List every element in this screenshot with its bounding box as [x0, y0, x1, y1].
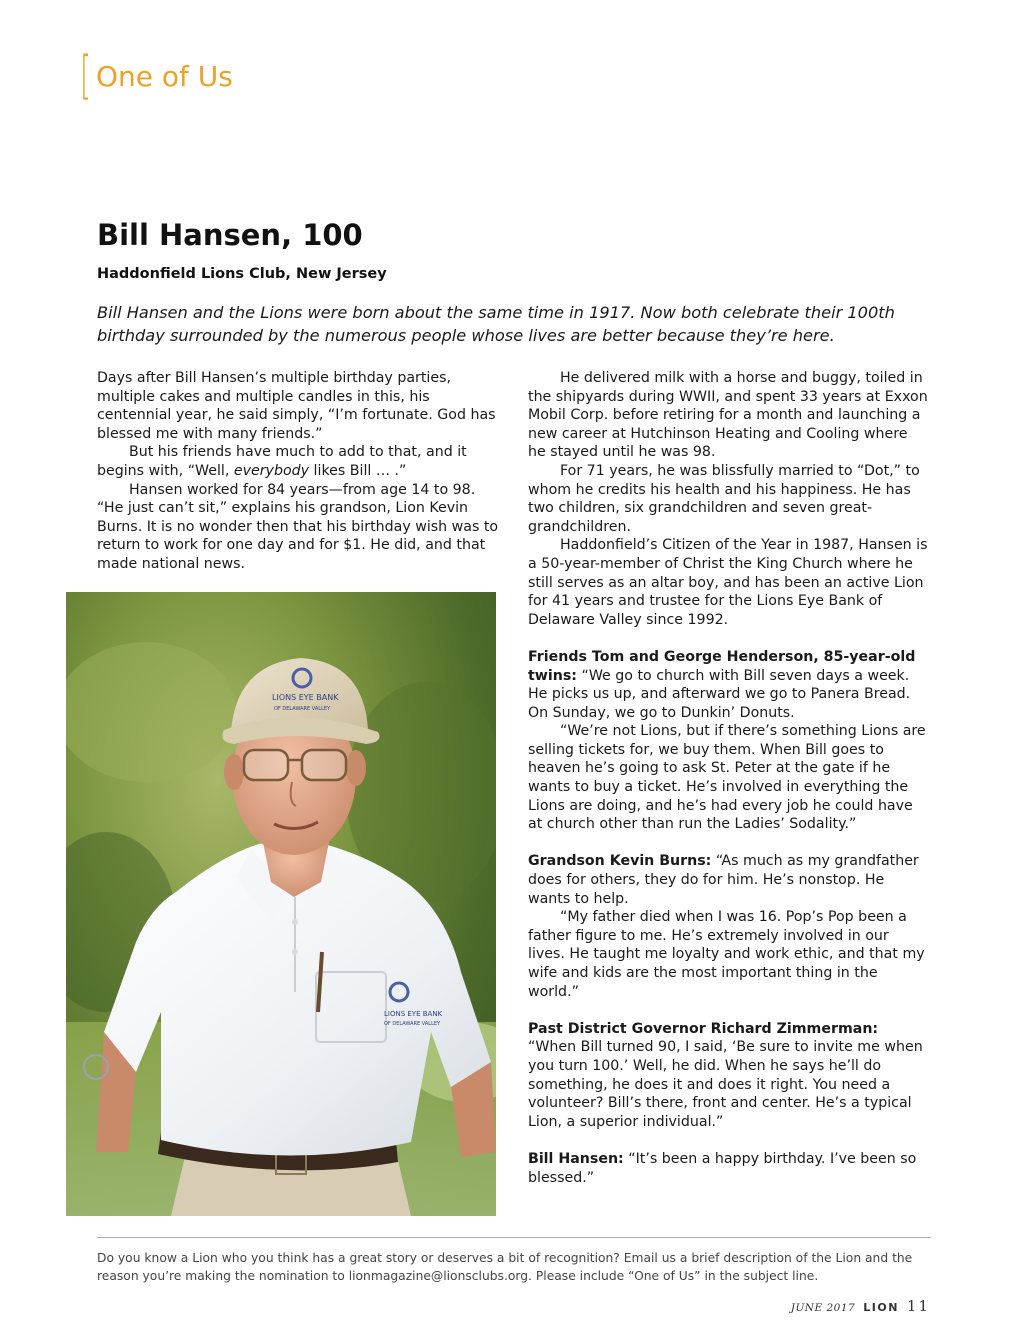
issue-date: JUNE 2017	[790, 1302, 856, 1314]
quote-continuation: “We’re not Lions, but if there’s something Lions are selling tickets for, we buy them. When Bill goes to heaven he’s going to ask St. Peter at the gate if he wants to buy a ticket. He’s involved in everything the Lions are doing, and he’s had every job he could have at church other than run the Ladies’ Sodality.”	[528, 723, 926, 833]
quote-speaker: Past District Governor Richard Zimmerman:	[528, 1020, 879, 1037]
paragraph: Hansen worked for 84 years—from age 14 to 98. “He just can’t sit,” explains his grandson, Lion Kevin Burns. It is no wonder then that his birthday wish was to return to work for one day and for $1. He did, and that made national news.	[97, 481, 499, 572]
nomination-note: Do you know a Lion who you think has a great story or deserves a bit of recognition? Email us a brief description of the Lion and the reason you’re making the nomination to lionmagazine@lionsclubs.org. Please include “One of Us” in the subject line.	[97, 1251, 913, 1283]
quote-paragraph	[528, 1020, 928, 1132]
quote-text: “It’s been a happy birthday. I’ve been so blessed.”	[528, 1150, 917, 1186]
page-number: 11	[906, 1297, 930, 1315]
quote-paragraph	[528, 648, 928, 722]
paragraph: He delivered milk with a horse and buggy, toiled in the shipyards during WWII, and spent 33 years at Exxon Mobil Corp. before retiring for a month and launching a new career at Hutchinson Heating and Cooling where he stayed until he was 98.	[528, 370, 928, 461]
section-label: One of Us	[96, 59, 233, 93]
cap-logo-text: LIONS EYE BANK	[272, 693, 339, 702]
quote-speaker: Bill Hansen:	[528, 1150, 624, 1167]
article-deck: Bill Hansen and the Lions were born about the same time in 1917. Now both celebrate their 100th birthday surrounded by the numerous people whose lives are better because they’re here.	[97, 303, 895, 345]
right-column	[528, 369, 928, 1187]
page-folio	[791, 1297, 930, 1315]
quote-speaker: Grandson Kevin Burns:	[528, 853, 712, 870]
paragraph: For 71 years, he was blissfully married to “Dot,” to whom he credits his health and his happiness. He has two children, six grandchildren and seven great-grandchildren.	[528, 462, 920, 535]
paragraph-text: But his friends have much to add to that, and it begins with, “Well,	[97, 444, 467, 479]
paragraph: Haddonfield’s Citizen of the Year in 1987, Hansen is a 50-year-member of Christ the King Church where he still serves as an altar boy, and has been an active Lion for 41 years and trustee for the Lions Eye Bank of Delaware Valley since 1992.	[528, 537, 928, 628]
article-subtitle: Haddonfield Lions Club, New Jersey	[97, 266, 387, 282]
quote-text: “As much as my grandfather does for others, they do for him. He’s nonstop. He wants to help.	[528, 853, 919, 907]
paragraph	[97, 443, 502, 480]
magazine-name: LION	[863, 1301, 899, 1314]
section-tag	[80, 48, 233, 104]
portrait-photo	[66, 592, 496, 1216]
quote-paragraph	[528, 1150, 928, 1187]
quote-paragraph	[528, 852, 928, 908]
paragraph: Days after Bill Hansen’s multiple birthday parties, multiple cakes and multiple candles in this, his centennial year, he said simply, “I’m fortunate. God has blessed me with many friends.”	[97, 370, 496, 442]
section-bracket: [	[80, 46, 92, 106]
quote-text: “We go to church with Bill seven days a week. He picks us up, and afterward we go to Panera Bread. On Sunday, we go to Dunkin’ Donuts.	[528, 667, 911, 721]
quote-continuation: “My father died when I was 16. Pop’s Pop been a father figure to me. He’s extremely involved in our lives. He taught me loyalty and work ethic, and that my wife and kids are the most important thing in the world.”	[528, 909, 925, 1000]
quote-speaker: Friends Tom and George Henderson, 85-year-old twins:	[528, 648, 916, 684]
article-title: Bill Hansen, 100	[97, 218, 363, 252]
footer-divider	[97, 1237, 931, 1238]
quote-text: “When Bill turned 90, I said, ‘Be sure to invite me when you turn 100.’ Well, he did. When he says he’ll do something, he does it and does it right. You need a volunteer? Bill’s there, front and center. He’s a typical Lion, a superior individual.”	[528, 1039, 923, 1130]
cap-logo-subtext: OF DELAWARE VALLEY	[274, 706, 331, 712]
shirt-logo-text: LIONS EYE BANK	[384, 1010, 443, 1018]
left-column	[97, 369, 502, 574]
paragraph-text: likes Bill … .”	[309, 462, 407, 479]
emphasis-text: everybody	[233, 462, 310, 479]
shirt-logo-subtext: OF DELAWARE VALLEY	[384, 1021, 441, 1027]
